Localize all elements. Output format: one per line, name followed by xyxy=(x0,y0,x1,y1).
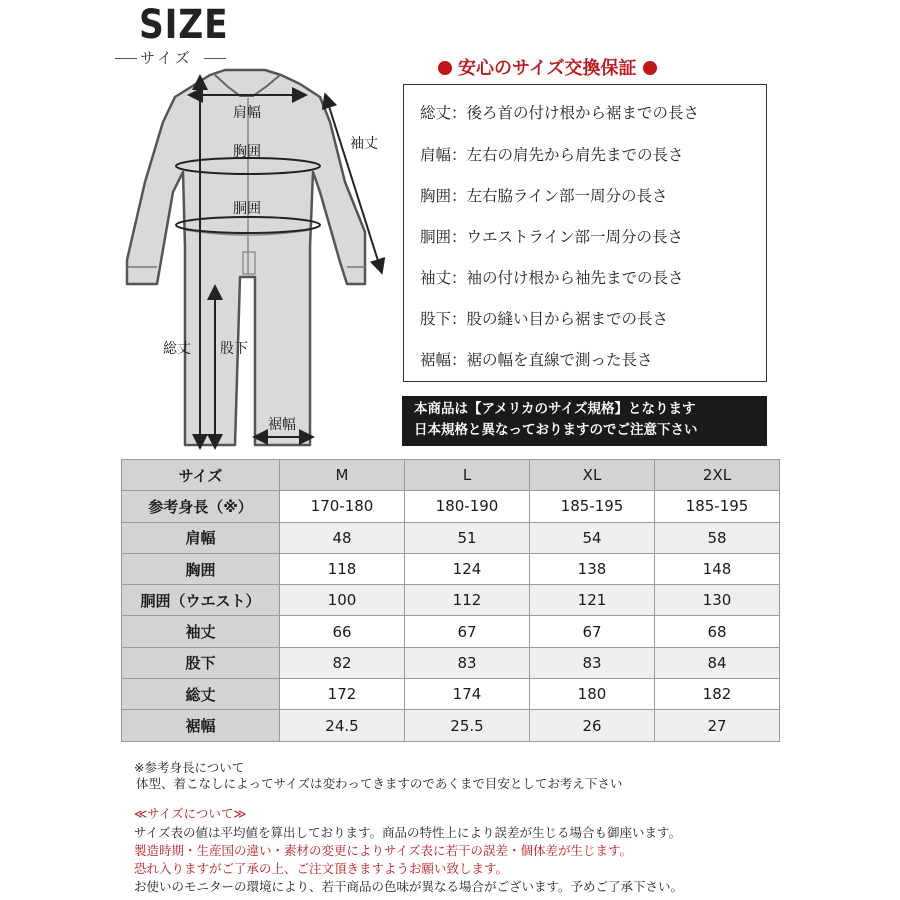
red-dot-icon xyxy=(438,61,452,75)
table-cell: 138 xyxy=(530,553,655,584)
label-inseam: 股下 xyxy=(220,341,248,357)
table-cell: 66 xyxy=(280,616,405,647)
definition-hem: 裾幅：裾の幅を直線で測った長さ xyxy=(420,351,653,369)
row-label: 総丈 xyxy=(122,679,280,710)
size-title: SIZE xyxy=(139,2,229,48)
definition-total-length: 総丈：後ろ首の付け根から裾までの長さ xyxy=(420,104,700,122)
table-cell: 182 xyxy=(655,679,780,710)
table-cell: 48 xyxy=(280,522,405,553)
reference-height-body: 体型、着こなしによってサイズは変わってきますのであくまで目安としてお考え下さい xyxy=(136,776,623,791)
table-cell: 24.5 xyxy=(280,710,405,741)
footnote-line-1: サイズ表の値は平均値を算出しております。商品の特性上により誤差が生じる場合も御座います。 xyxy=(134,825,682,840)
footnote-line-4: お使いのモニターの環境により、若干商品の色味が異なる場合がございます。予めご了承下さい。 xyxy=(134,879,684,894)
label-waist: 胴囲 xyxy=(233,201,261,217)
table-cell: 25.5 xyxy=(405,710,530,741)
table-cell: 170-180 xyxy=(280,491,405,522)
footnote-line-3: 恐れ入りますがご了承の上、ご注文頂きますようお願い致します。 xyxy=(134,861,509,876)
about-size-title: ≪サイズについて≫ xyxy=(134,806,247,821)
table-cell: 83 xyxy=(405,647,530,678)
table-cell: 174 xyxy=(405,679,530,710)
size-header-xl: XL xyxy=(530,460,655,491)
row-label: 裾幅 xyxy=(122,710,280,741)
size-subtitle: サイズ xyxy=(140,49,193,67)
table-cell: 100 xyxy=(280,585,405,616)
notice-line-2: 日本規格と異なっておりますのでご注意下さい xyxy=(414,422,698,438)
table-row xyxy=(122,710,780,741)
table-cell: 172 xyxy=(280,679,405,710)
exchange-guarantee-heading xyxy=(438,54,738,80)
size-table xyxy=(121,459,780,742)
table-cell: 124 xyxy=(405,553,530,584)
table-cell: 112 xyxy=(405,585,530,616)
table-cell: 67 xyxy=(405,616,530,647)
notice-line-1: 本商品は【アメリカのサイズ規格】となります xyxy=(414,401,696,417)
table-cell: 26 xyxy=(530,710,655,741)
size-header-2xl: 2XL xyxy=(655,460,780,491)
table-cell: 185-195 xyxy=(655,491,780,522)
size-header-m: M xyxy=(280,460,405,491)
table-row xyxy=(122,679,780,710)
definition-shoulder: 肩幅：左右の肩先から肩先までの長さ xyxy=(420,146,684,164)
table-cell: 118 xyxy=(280,553,405,584)
row-label: 股下 xyxy=(122,647,280,678)
table-row xyxy=(122,491,780,522)
table-cell: 68 xyxy=(655,616,780,647)
table-row xyxy=(122,553,780,584)
table-cell: 180 xyxy=(530,679,655,710)
table-cell: 121 xyxy=(530,585,655,616)
guarantee-text: 安心のサイズ交換保証 xyxy=(458,58,637,79)
size-header-l: L xyxy=(405,460,530,491)
table-cell: 82 xyxy=(280,647,405,678)
table-cell: 67 xyxy=(530,616,655,647)
table-row xyxy=(122,647,780,678)
row-label: 参考身長（※） xyxy=(122,491,280,522)
table-cell: 148 xyxy=(655,553,780,584)
us-size-notice xyxy=(402,396,767,446)
label-shoulder: 肩幅 xyxy=(233,105,261,121)
table-cell: 58 xyxy=(655,522,780,553)
table-header-label: サイズ xyxy=(122,460,280,491)
table-cell: 180-190 xyxy=(405,491,530,522)
row-label: 胸囲 xyxy=(122,553,280,584)
definition-waist: 胴囲：ウエストライン部一周分の長さ xyxy=(420,228,684,246)
label-total: 総丈 xyxy=(163,341,191,357)
row-label: 胴囲（ウエスト） xyxy=(122,585,280,616)
table-cell: 83 xyxy=(530,647,655,678)
table-row xyxy=(122,616,780,647)
table-cell: 84 xyxy=(655,647,780,678)
definition-inseam: 股下：股の縫い目から裾までの長さ xyxy=(420,310,669,328)
table-cell: 185-195 xyxy=(530,491,655,522)
row-label: 袖丈 xyxy=(122,616,280,647)
definition-sleeve: 袖丈：袖の付け根から袖先までの長さ xyxy=(420,269,684,287)
subtitle-line-right xyxy=(204,58,226,59)
table-row xyxy=(122,522,780,553)
footnote-line-2: 製造時期・生産国の違い・素材の変更によりサイズ表に若干の誤差・個体差が生じます。 xyxy=(134,843,633,858)
label-hem: 裾幅 xyxy=(268,417,296,433)
subtitle-line-left xyxy=(115,58,137,59)
table-cell: 54 xyxy=(530,522,655,553)
table-header-row xyxy=(122,460,780,491)
table-cell: 27 xyxy=(655,710,780,741)
table-cell: 130 xyxy=(655,585,780,616)
label-chest: 胸囲 xyxy=(233,144,261,160)
row-label: 肩幅 xyxy=(122,522,280,553)
red-dot-icon xyxy=(643,61,657,75)
definition-chest: 胸囲：左右脇ライン部一周分の長さ xyxy=(420,187,668,205)
table-cell: 51 xyxy=(405,522,530,553)
label-sleeve: 袖丈 xyxy=(350,136,378,152)
table-row xyxy=(122,585,780,616)
reference-height-title: ※参考身長について xyxy=(134,760,245,775)
